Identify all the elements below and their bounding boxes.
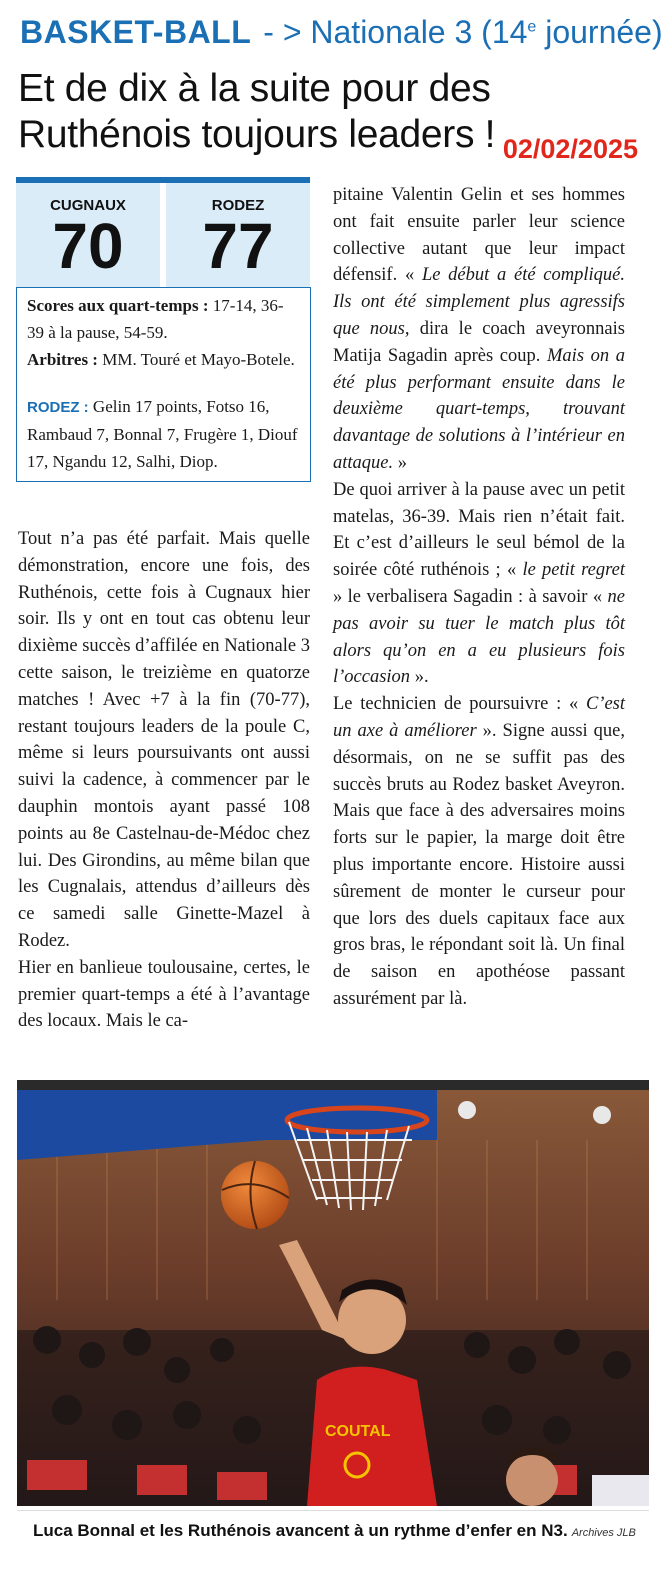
- sport-label: BASKET-BALL: [20, 14, 252, 50]
- competition-label: Nationale 3 (14e journée): [310, 14, 663, 50]
- match-info-box: [16, 287, 311, 482]
- kicker-arrow: - >: [263, 14, 302, 50]
- home-team-name: CUGNAUX: [50, 197, 126, 214]
- jersey-text: COUTAL: [325, 1423, 391, 1440]
- rodez-scorers: RODEZ : Gelin 17 points, Fotso 16, Rambaud 7, Bonnal 7, Frugère 1, Diouf 17, Ngandu 12, Salhi, Diop.: [27, 397, 298, 471]
- date-stamp: 02/02/2025: [502, 134, 638, 164]
- caption-divider: [17, 1510, 649, 1511]
- away-team-score: 77: [202, 210, 274, 282]
- basketball-photo-illustration: [17, 1080, 649, 1506]
- quarters-line: Scores aux quart-temps : 17-14, 36-39 à la pause, 54-59.: [27, 296, 284, 342]
- away-team-panel: [160, 183, 310, 287]
- game-photo: [17, 1080, 649, 1506]
- paragraph-5: Le technicien de poursuivre : « C’est un axe à améliorer ». Signe aussi que, désormais, on ne se suffit pas des succès bruts au Rodez basket Aveyron. Mais que face à des adversaires moins forts sur le papier, la marge doit être plus importante encore. Histoire aussi sûrement de monter le curseur pour que lors des duels capitaux face aux gros bras, le répondant soit là. Un final de saison en apothéose passant assurément par là.: [333, 694, 625, 1009]
- home-team-score: 70: [52, 210, 124, 282]
- paragraph-1: Tout n’a pas été parfait. Mais quelle démonstration, encore une fois, des Ruthénois, cette fois à Cugnaux hier soir. Ils y ont en tout cas obtenu leur dixième succès d’affilée en Nationale 3 cette saison, le treizième en quatorze matches ! Avec +7 à la fin (70-77), restant toujours leaders de la poule C, même si leurs poursuivants ont aussi suivi la cadence, à commencer par le dauphin montois ayant passé 108 points au 8e Castelnau-de-Médoc chez lui. Des Girondins, au même bilan que les Cugnalais, attendus d’ailleurs dès ce samedi salle Ginette-Mazel à Rodez.: [18, 529, 310, 951]
- kicker: [20, 14, 663, 51]
- paragraph-2: Hier en banlieue toulousaine, certes, le premier quart-temps a été à l’avantage des locaux. Mais le ca-: [18, 957, 310, 1032]
- article-column-1: [18, 526, 310, 1035]
- away-team-name: RODEZ: [211, 197, 265, 214]
- headline-line-1: Et de dix à la suite pour des: [18, 67, 491, 110]
- referees-line: Arbitres : MM. Touré et Mayo-Botele.: [27, 350, 295, 369]
- scoreboard: [16, 177, 310, 287]
- photo-caption: Luca Bonnal et les Ruthénois avancent à un rythme d’enfer en N3. Archives JLB: [33, 1521, 636, 1540]
- headline: [18, 66, 495, 158]
- photo-credit: Archives JLB: [571, 1527, 636, 1539]
- paragraph-3: pitaine Valentin Gelin et ses hommes ont fait ensuite parler leur science collective autant que leur impact défensif. « Le début a été compliqué. Ils ont été simplement plus agressifs que nous, dira le coach aveyronnais Matija Sagadin après coup. Mais on a été plus performant ensuite dans le deuxième quart-temps, trouvant davantage de solutions à l’intérieur en attaque. »: [333, 185, 626, 473]
- article-column-2: [333, 182, 625, 1013]
- headline-line-2: Ruthénois toujours leaders !: [18, 113, 496, 156]
- home-team-panel: [16, 183, 160, 287]
- paragraph-4: De quoi arriver à la pause avec un petit matelas, 36-39. Mais rien n’était fait. Et c’est d’ailleurs le seul bémol de la soirée côté ruthénois ; « le petit regret » le verbalisera Sagadin : à savoir « ne pas avoir su tuer le match plus tôt alors qu’on en a eu plusieurs fois l’occasion ».: [333, 479, 625, 688]
